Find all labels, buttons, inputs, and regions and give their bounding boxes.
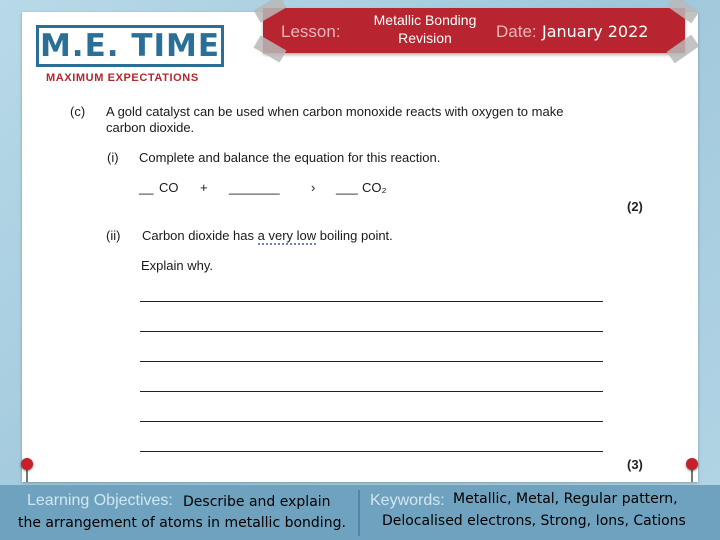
answer-line[interactable]: [140, 331, 603, 332]
logo-tagline: MAXIMUM EXPECTATIONS: [46, 72, 199, 84]
subquestion-2-marks: (3): [627, 457, 643, 472]
subquestion-2-label: (ii): [106, 228, 121, 243]
answer-line[interactable]: [140, 301, 603, 302]
date-label: Date:: [496, 22, 537, 41]
pin-stem: [691, 468, 693, 482]
question-part-label: (c): [70, 104, 86, 119]
question-intro-line2: carbon dioxide.: [106, 120, 195, 135]
lesson-title: [360, 11, 490, 47]
subquestion-2-text-a: Carbon dioxide has: [142, 228, 258, 243]
pushpin-icon: [21, 458, 33, 470]
footer-divider: [358, 490, 360, 536]
objectives-line2: the arrangement of atoms in metallic bonding.: [18, 515, 346, 531]
answer-line[interactable]: [140, 421, 603, 422]
lesson-title-line1: Metallic Bonding: [373, 12, 477, 28]
question-intro-line1: A gold catalyst can be used when carbon monoxide reacts with oxygen to make: [106, 104, 564, 119]
answer-line[interactable]: [140, 391, 603, 392]
answer-line[interactable]: [140, 361, 603, 362]
subquestion-1-label: (i): [107, 150, 119, 165]
equation-arrow-icon: ›: [311, 180, 316, 195]
equation-plus: +: [200, 180, 208, 195]
answer-line[interactable]: [140, 451, 603, 452]
pushpin-icon: [686, 458, 698, 470]
subquestion-2-text-highlight: a very low: [257, 228, 317, 243]
equation-co: CO: [159, 180, 179, 195]
equation-co2: CO₂: [362, 180, 387, 195]
keywords-line1: Metallic, Metal, Regular pattern,: [453, 491, 678, 507]
lesson-label: Lesson:: [281, 22, 341, 41]
objectives-line1: Describe and explain: [183, 494, 331, 510]
lesson-title-line2: Revision: [398, 30, 452, 46]
subquestion-2-text: [142, 228, 393, 243]
pin-stem: [26, 468, 28, 482]
keywords-label: Keywords:: [370, 492, 445, 509]
subquestion-1-text: Complete and balance the equation for this reaction.: [139, 150, 441, 165]
subquestion-2-prompt: Explain why.: [141, 258, 214, 273]
equation-blank-2: _______: [229, 180, 280, 195]
keywords-line2: Delocalised electrons, Strong, Ions, Cations: [382, 513, 686, 529]
logo-text: M.E. TIME: [39, 28, 221, 64]
date-value: January 2022: [542, 22, 649, 41]
equation-blank-1: __: [139, 180, 154, 195]
logo: [36, 25, 224, 67]
subquestion-2-text-c: boiling point.: [316, 228, 393, 243]
objectives-label: Learning Objectives:: [27, 492, 173, 509]
subquestion-1-marks: (2): [627, 199, 643, 214]
equation-blank-3: ___: [336, 180, 358, 195]
